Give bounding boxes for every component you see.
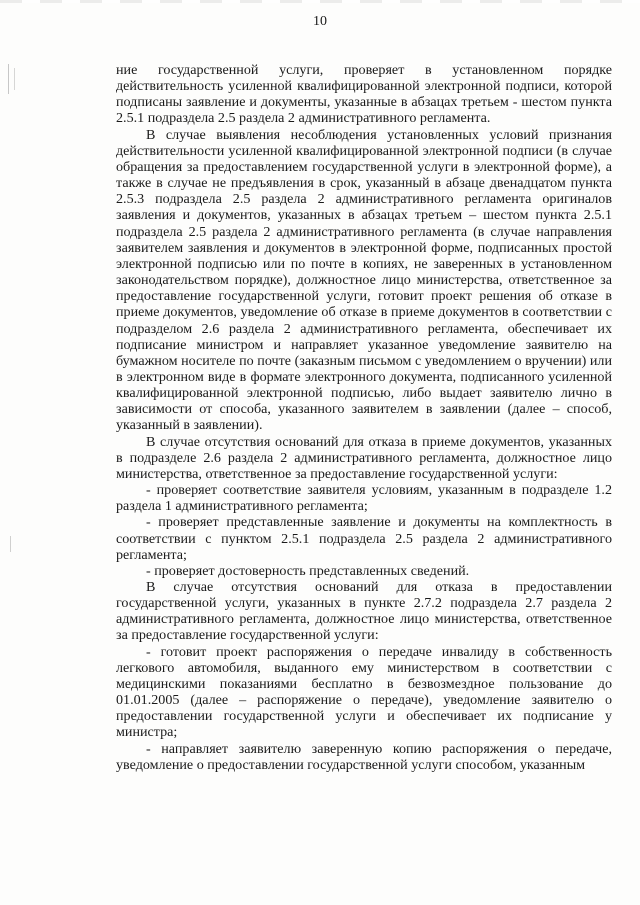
paragraph-no-grounds-acceptance: В случае отсутствия оснований для отказа в приеме документов, указанных в подразделе 2.6 раздела 2 административного регламента, должностное лицо министерства, ответственное за предоставление государственной услуги: xyxy=(116,433,612,482)
paragraph-no-grounds-refusal: В случае отсутствия оснований для отказа в предоставлении государственной услуги, указанных в пункте 2.7.2 подраздела 2.7 раздела 2 административного регламента, должностное лицо министерства, ответственное за предоставление государственной услуги: xyxy=(116,579,612,644)
scan-margin-mark xyxy=(10,536,11,552)
page-number: 10 xyxy=(313,14,327,29)
list-item-check-conditions: - проверяет соответствие заявителя условиям, указанным в подразделе 1.2 раздела 1 административного регламента; xyxy=(116,482,612,515)
scan-margin-mark xyxy=(8,64,9,94)
document-body xyxy=(116,62,612,773)
scan-margin-mark xyxy=(14,68,15,90)
scan-edge-noise xyxy=(0,0,640,3)
paragraph-refusal-case: В случае выявления несоблюдения установленных условий признания действительности усиленной квалифицированной электронной подписи (в случае обращения за предоставлением государственной услуги в электронной форме), а также в случае не предъявления в срок, указанный в абзаце двенадцатом пункта 2.5.3 подраздела 2.5 раздела 2 административного регламента оригиналов заявления и документов, указанных в абзацах третьем – шестом пункта 2.5.1 подраздела 2.5 раздела 2 административного регламента (в случае направления заявителем заявления и документов в электронной форме, подписанных простой электронной подписью или по почте в копиях, не заверенных в установленном законодательством порядке), должностное лицо министерства, ответственное за предоставление государственной услуги, готовит проект решения об отказе в приеме документов, уведомление об отказе в приеме документов в соответствии с подразделом 2.6 раздела 2 административного регламента, обеспечивает их подписание министром и направляет указанное уведомление заявителю на бумажном носителе по почте (заказным письмом с уведомлением о вручении) или в электронном виде в формате электронного документа, подписанного усиленной квалифицированной электронной подписью, либо выдает заявителю лично в зависимости от способа, указанного заявителем в заявлении (далее – способ, указанный в заявлении). xyxy=(116,126,612,434)
list-item-send-copy: - направляет заявителю заверенную копию распоряжения о передаче, уведомление о предоставлении государственной услуги способом, указанным xyxy=(116,740,612,773)
paragraph-continuation: ние государственной услуги, проверяет в установленном порядке действительность усиленной квалифицированной электронной подписи, которой подписаны заявление и документы, указанные в абзацах третьем - шестом пункта 2.5.1 подраздела 2.5 раздела 2 административного регламента. xyxy=(116,62,612,127)
list-item-prepare-order: - готовит проект распоряжения о передаче инвалиду в собственность легкового автомобиля, выданного ему министерством в соответствии с медицинскими показаниями бесплатно в безвозмездное пользование до 01.01.2005 (далее – распоряжение о передаче), уведомление заявителю о предоставлении государственной услуги и обеспечивает их подписание у министра; xyxy=(116,643,612,741)
list-item-check-completeness: - проверяет представленные заявление и документы на комплектность в соответствии с пунктом 2.5.1 подраздела 2.5 раздела 2 административного регламента; xyxy=(116,514,612,563)
list-item-check-reliability: - проверяет достоверность представленных сведений. xyxy=(146,562,470,579)
